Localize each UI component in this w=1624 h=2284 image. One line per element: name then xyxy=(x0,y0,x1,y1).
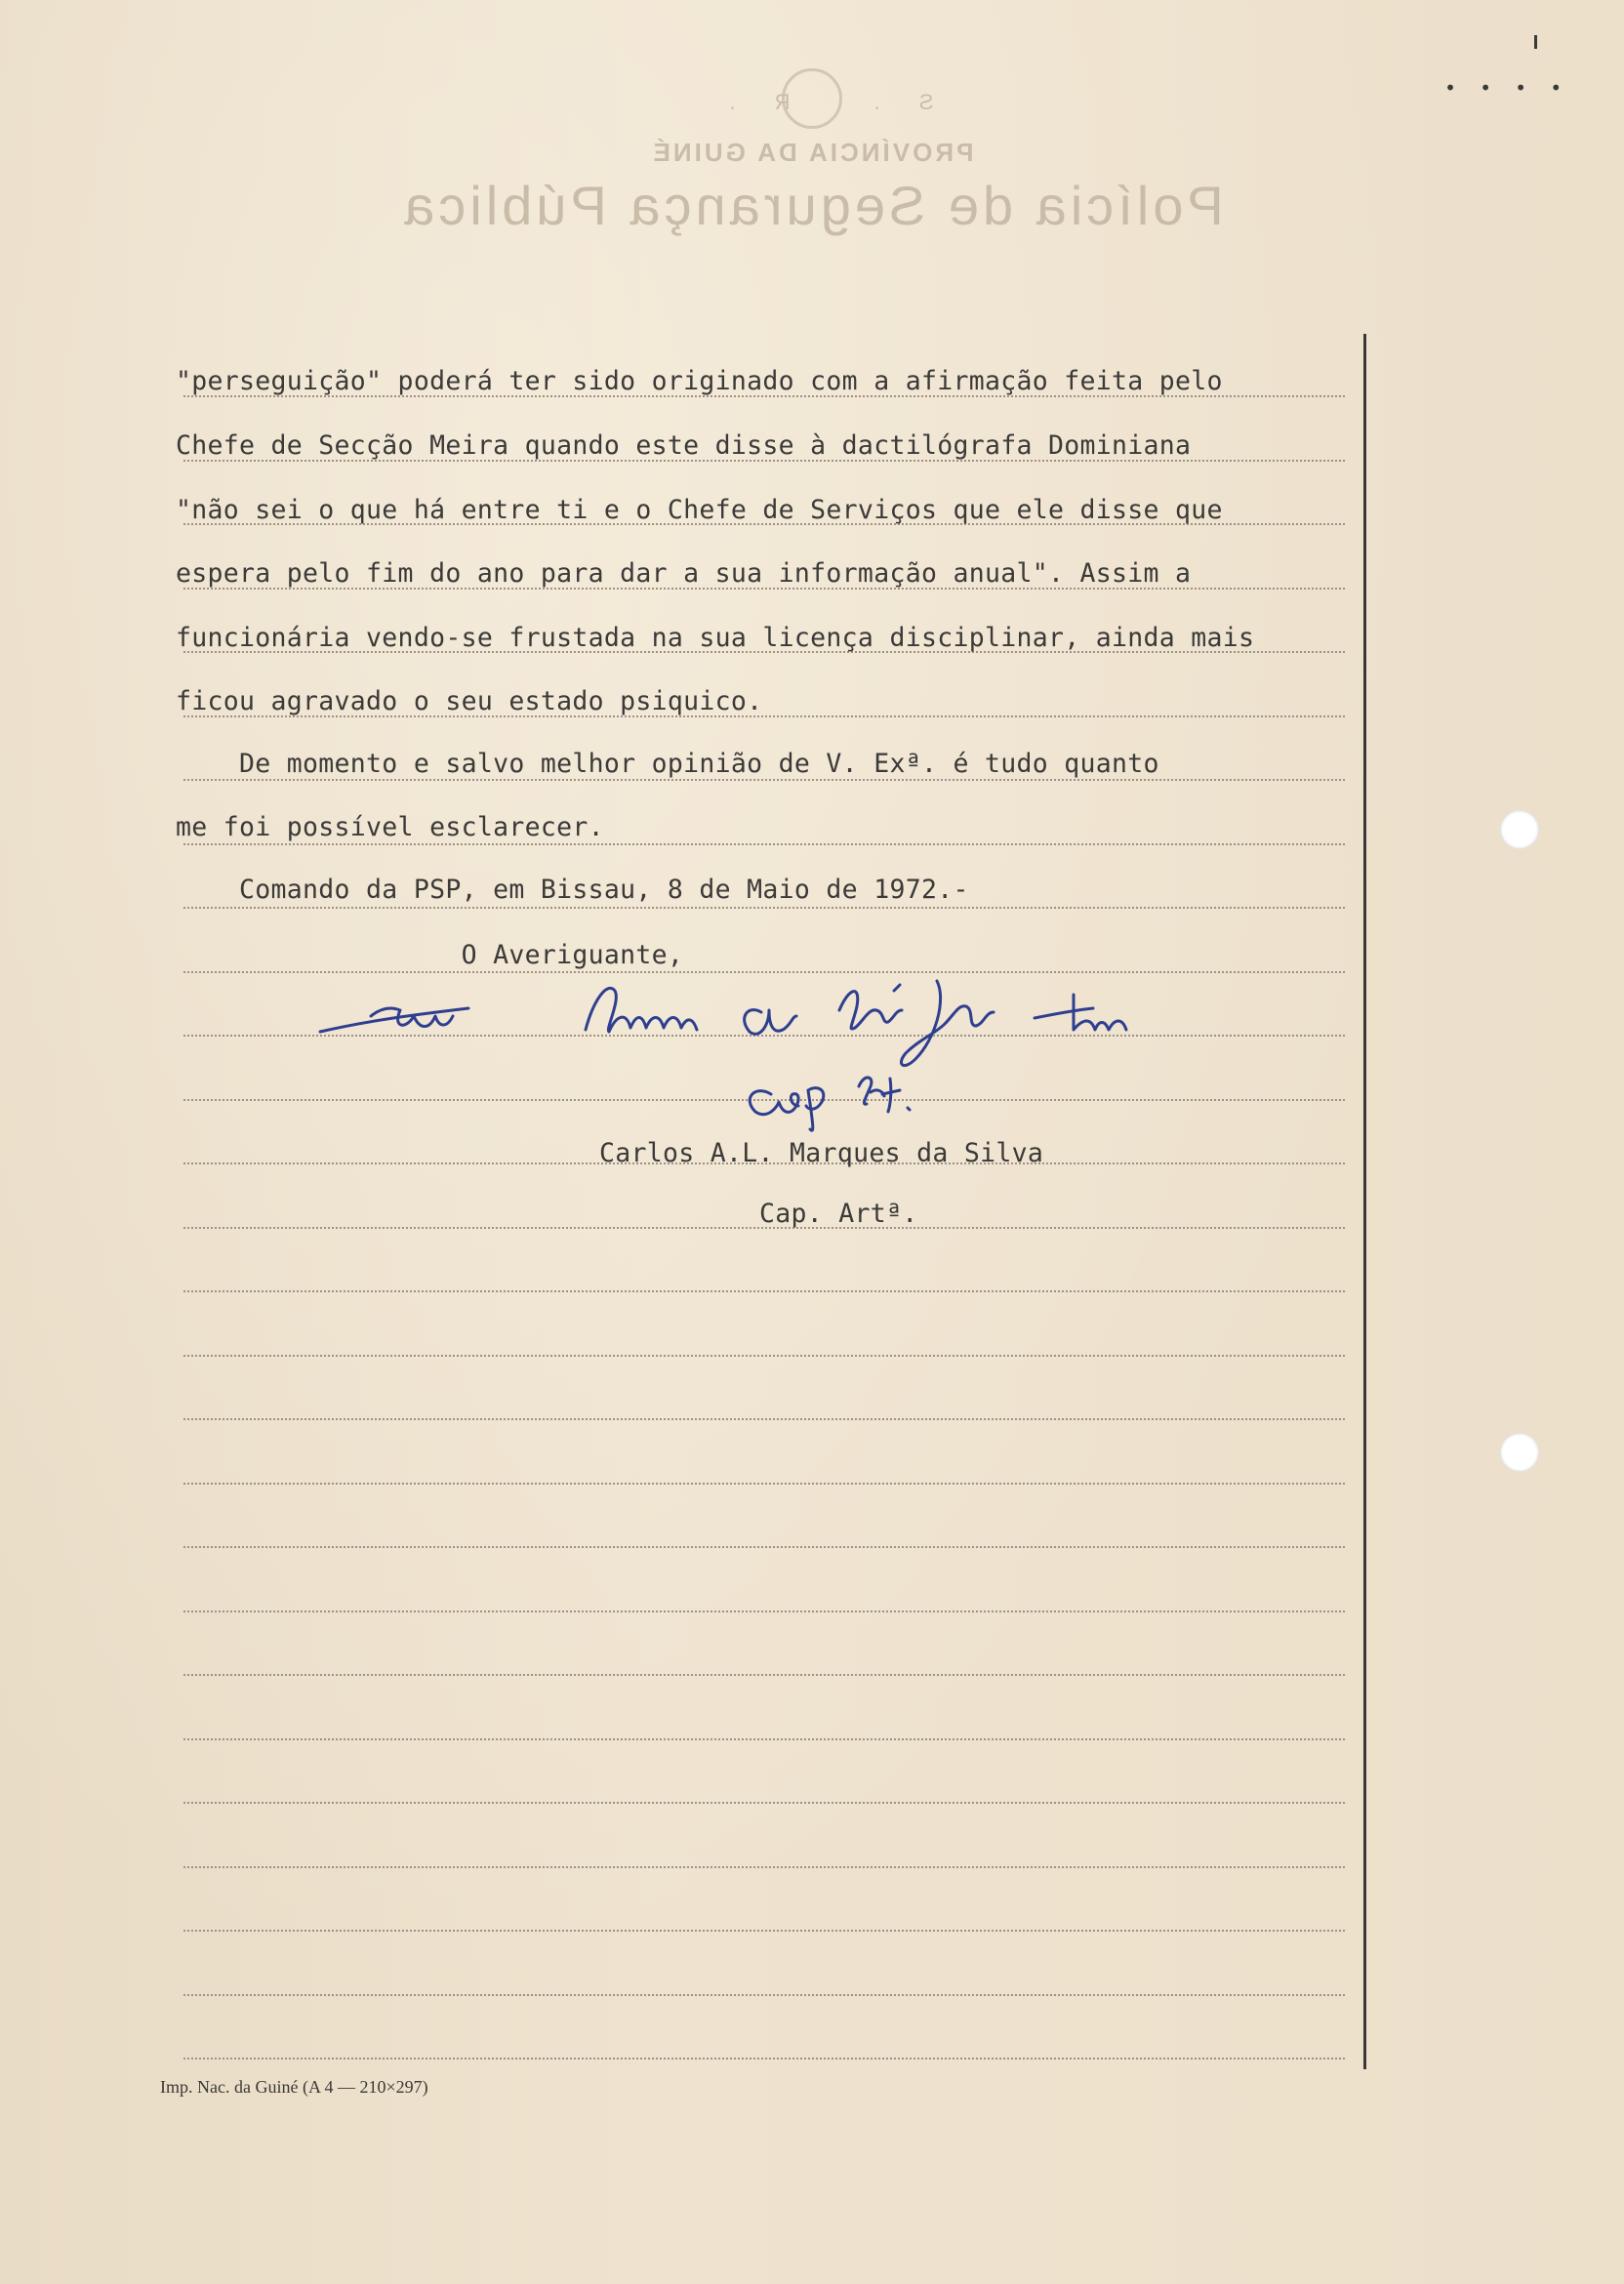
ruled-line xyxy=(183,779,1345,781)
body-line-7: De momento e salvo melhor opinião de V. Exª. é tudo quanto xyxy=(176,749,1159,779)
ruled-line xyxy=(183,1866,1345,1868)
body-line-2: Chefe de Secção Meira quando este disse à dactilógrafa Dominiana xyxy=(176,430,1192,461)
letterhead-initials: S. R. xyxy=(690,90,934,114)
typed-signature-rank: Cap. Artª. xyxy=(759,1199,918,1229)
ruled-line xyxy=(183,1802,1345,1804)
ruled-line xyxy=(183,843,1345,845)
handwritten-signature xyxy=(312,971,1230,1137)
ink-dots: • • • • xyxy=(1444,76,1568,100)
ruled-line xyxy=(183,1290,1345,1292)
ruled-line xyxy=(183,1738,1345,1740)
ruled-line xyxy=(183,907,1345,909)
right-margin-rule xyxy=(1363,334,1366,2069)
ink-mark xyxy=(1534,35,1537,49)
ruled-line xyxy=(183,1418,1345,1420)
printer-footer: Imp. Nac. da Guiné (A 4 — 210×297) xyxy=(160,2077,428,2097)
body-line-5: funcionária vendo-se frustada na sua licença disciplinar, ainda mais xyxy=(176,623,1255,653)
body-line-4: espera pelo fim do ano para dar a sua informação anual". Assim a xyxy=(176,558,1192,589)
body-line-8: me foi possível esclarecer. xyxy=(176,812,604,842)
ruled-line xyxy=(183,1483,1345,1485)
letterhead-province: PROVÍNCIA DA GUINÉ xyxy=(650,138,974,167)
ruled-line xyxy=(183,1355,1345,1357)
punch-hole-lower xyxy=(1500,1433,1539,1472)
body-line-6: ficou agravado o seu estado psiquico. xyxy=(176,686,763,716)
letterhead-office: Polícia de Segurança Pública xyxy=(400,175,1224,236)
ruled-line xyxy=(183,1611,1345,1612)
ruled-line xyxy=(183,1994,1345,1996)
body-line-9: Comando da PSP, em Bissau, 8 de Maio de 1972.- xyxy=(176,875,969,905)
letterhead-bleedthrough xyxy=(0,68,1624,237)
body-line-1: "perseguição" poderá ter sido originado com a afirmação feita pelo xyxy=(176,366,1223,396)
ruled-line xyxy=(183,2058,1345,2060)
punch-hole-upper xyxy=(1500,810,1539,849)
body-line-3: "não sei o que há entre ti e o Chefe de Serviços que ele disse que xyxy=(176,495,1223,525)
typed-signature-name: Carlos A.L. Marques da Silva xyxy=(599,1138,1044,1168)
ruled-line xyxy=(183,1930,1345,1932)
ruled-line xyxy=(183,1674,1345,1676)
ruled-line xyxy=(183,1546,1345,1548)
body-line-10: O Averiguante, xyxy=(176,940,684,970)
